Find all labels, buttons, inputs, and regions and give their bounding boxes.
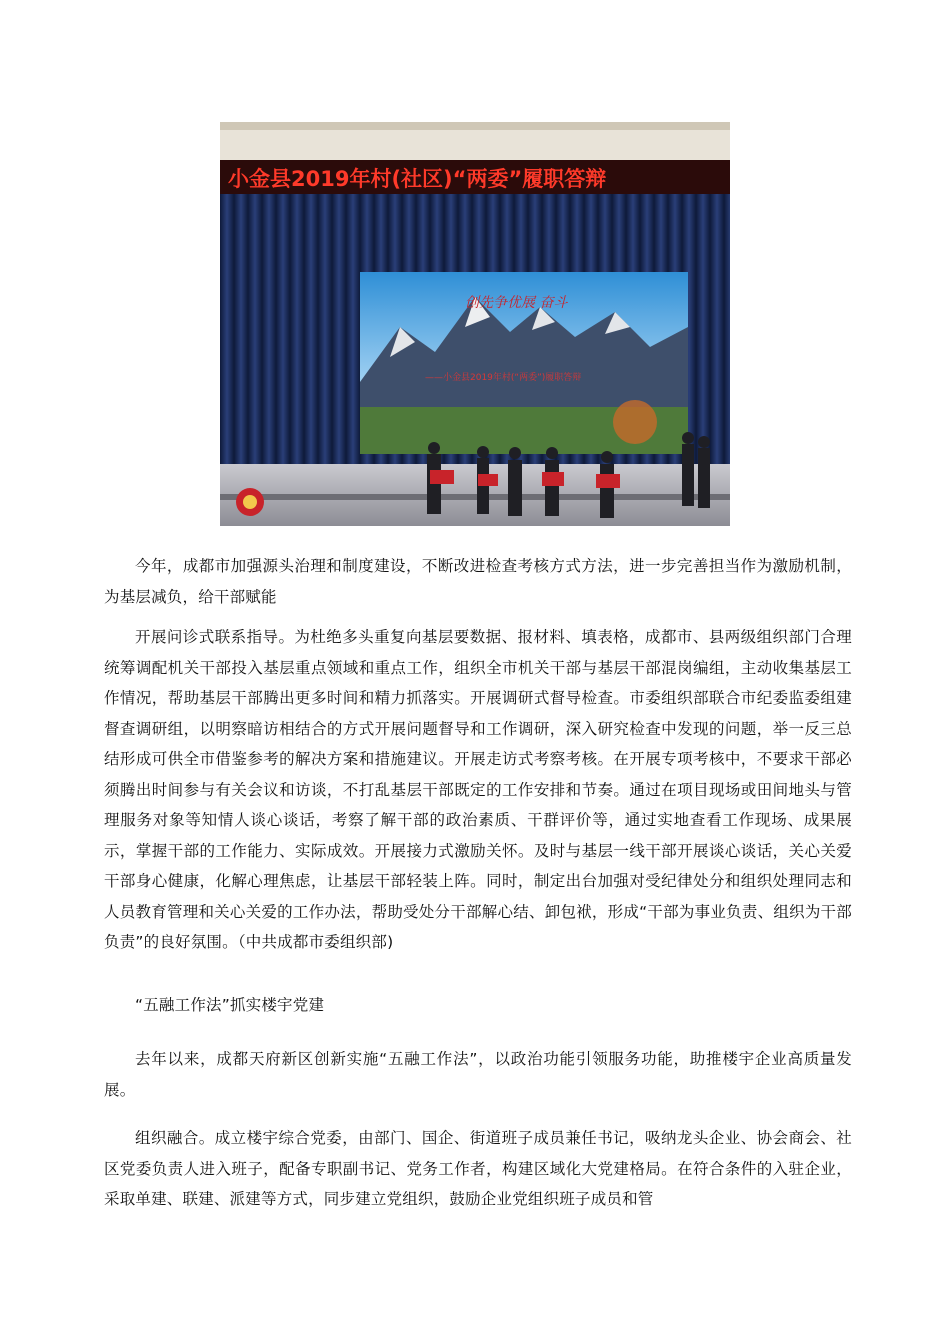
banner-text: 小金县2019年村(社区)“两委”履职答辩 <box>228 167 607 191</box>
paragraph-section-intro: 去年以来，成都天府新区创新实施“五融工作法”，以政治功能引领服务功能，助推楼宇企业高质量发展。 <box>104 1050 852 1099</box>
section-heading: “五融工作法”抓实楼宇党建 <box>135 996 325 1014</box>
paragraph-measures: 开展问诊式联系指导。为杜绝多头重复向基层要数据、报材料、填表格，成都市、县两级组织部门合理统筹调配机关干部投入基层重点领域和重点工作，组织全市机关干部与基层干部混岗编组，主动收集基层工作情况，帮助基层干部腾出更多时间和精力抓落实。开展调研式督导检查。市委组织部联合市纪委监委组建督查调研组，以明察暗访相结合的方式开展问题督导和工作调研，深入研究检查中发现的问题，举一反三总结形成可供全市借鉴参考的解决方案和措施建议。开展走访式考察考核。在开展专项考核中，不要求干部必须腾出时间参与有关会议和访谈，不打乱基层干部既定的工作安排和节奏。通过在项目现场或田间地头与管理服务对象等知情人谈心谈话，考察了解干部的政治素质、干群评价等，通过实地查看工作现场、成果展示，掌握干部的工作能力、实际成效。开展接力式激励关怀。及时与基层一线干部开展谈心谈话，关心关爱干部身心健康，化解心理焦虑，让基层干部轻装上阵。同时，制定出台加强对受纪律处分和组织处理同志和人员教育管理和关心关爱的工作办法，帮助受处分干部解心结、卸包袱，形成“干部为事业负责、组织为干部负责”的良好氛围。（中共成都市委组织部) <box>104 628 852 951</box>
screen-slogan: 创先争优展 奋斗 <box>465 295 568 311</box>
screen-subtitle: ——小金县2019年村(“两委”)履职答辩 <box>425 373 582 383</box>
paragraph-intro: 今年，成都市加强源头治理和制度建设，不断改进检查考核方式方法，进一步完善担当作为激励机制，为基层减负，给干部赋能 <box>104 557 852 606</box>
paragraph-organization: 组织融合。成立楼宇综合党委，由部门、国企、街道班子成员兼任书记，吸纳龙头企业、协会商会、社区党委负责人进入班子，配备专职副书记、党务工作者，构建区域化大党建格局。在符合条件的入驻企业，采取单建、联建、派建等方式，同步建立党组织，鼓励企业党组织班子成员和管 <box>104 1129 852 1208</box>
event-photo <box>220 122 730 526</box>
